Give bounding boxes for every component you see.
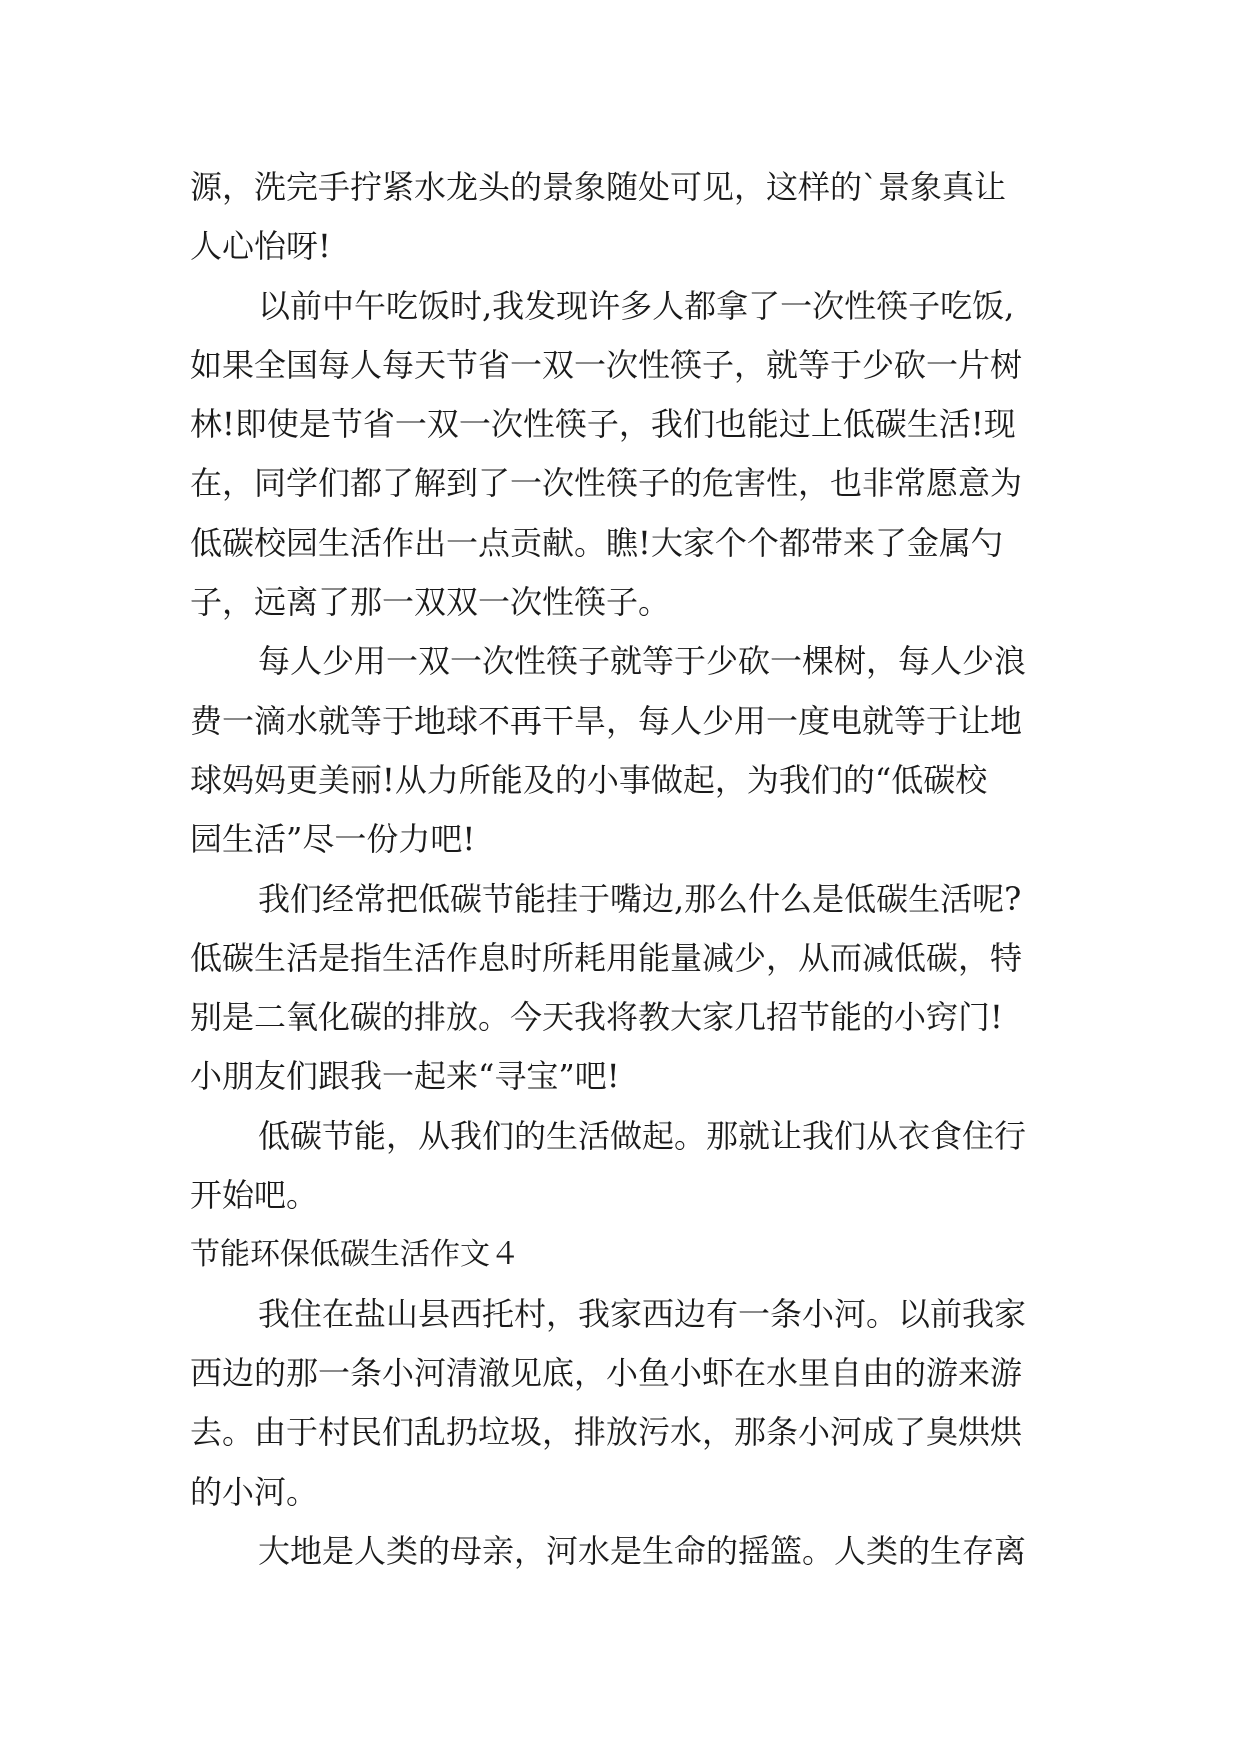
paragraph (190, 1285, 1050, 1522)
text-line: 球妈妈更美丽!从力所能及的小事做起，为我们的“低碳校 (190, 760, 988, 799)
text-line: 如果全国每人每天节省一双一次性筷子，就等于少砍一片树 (190, 345, 1023, 384)
text-line: 小朋友们跟我一起来“寻宝”吧! (190, 1057, 620, 1096)
text-line: 我住在盐山县西托村，我家西边有一条小河。以前我家 (258, 1294, 1027, 1333)
text-line: 在，同学们都了解到了一次性筷子的危害性，也非常愿意为 (190, 464, 1023, 503)
text-line: 别是二氧化碳的排放。今天我将教大家几招节能的小窍门! (190, 998, 1003, 1037)
text-line: 低碳生活是指生活作息时所耗用能量减少，从而减低碳，特 (190, 938, 1023, 977)
text-line: 人心怡呀! (190, 227, 331, 266)
paragraph (190, 1107, 1050, 1226)
text-line: 我们经常把低碳节能挂于嘴边,那么什么是低碳生活呢? (258, 879, 1022, 918)
text-line: 林!即使是节省一双一次性筷子，我们也能过上低碳生活!现 (190, 405, 1016, 444)
text-line: 的小河。 (190, 1472, 319, 1511)
document-body (190, 158, 1050, 1581)
text-line: 费一滴水就等于地球不再干旱，每人少用一度电就等于让地 (190, 701, 1023, 740)
text-line: 去。由于村民们乱扔垃圾，排放污水，那条小河成了臭烘烘 (190, 1413, 1023, 1452)
paragraph (190, 870, 1050, 1107)
text-line: 源，洗完手拧紧水龙头的景象随处可见，这样的`景象真让 (190, 168, 1007, 206)
paragraph (190, 1522, 1050, 1581)
paragraph (190, 632, 1050, 869)
paragraph (190, 277, 1050, 633)
text-line: 大地是人类的母亲，河水是生命的摇篮。人类的生存离 (258, 1531, 1027, 1570)
text-line: 子，远离了那一双双一次性筷子。 (190, 583, 671, 622)
section-heading (190, 1225, 1050, 1284)
text-line: 开始吧。 (190, 1176, 319, 1215)
text-line: 每人少用一双一次性筷子就等于少砍一棵树，每人少浪 (258, 642, 1027, 681)
text-line: 低碳节能，从我们的生活做起。那就让我们从衣食住行 (258, 1116, 1027, 1155)
text-line: 低碳校园生活作出一点贡献。瞧!大家个个都带来了金属勺 (190, 523, 1003, 562)
text-line: 以前中午吃饭时,我发现许多人都拿了一次性筷子吃饭, (258, 286, 1015, 325)
paragraph (190, 158, 1050, 277)
heading-text: 节能环保低碳生活作文４ (190, 1237, 520, 1273)
text-line: 西边的那一条小河清澈见底，小鱼小虾在水里自由的游来游 (190, 1353, 1023, 1392)
text-line: 园生活”尽一份力吧! (190, 820, 476, 859)
